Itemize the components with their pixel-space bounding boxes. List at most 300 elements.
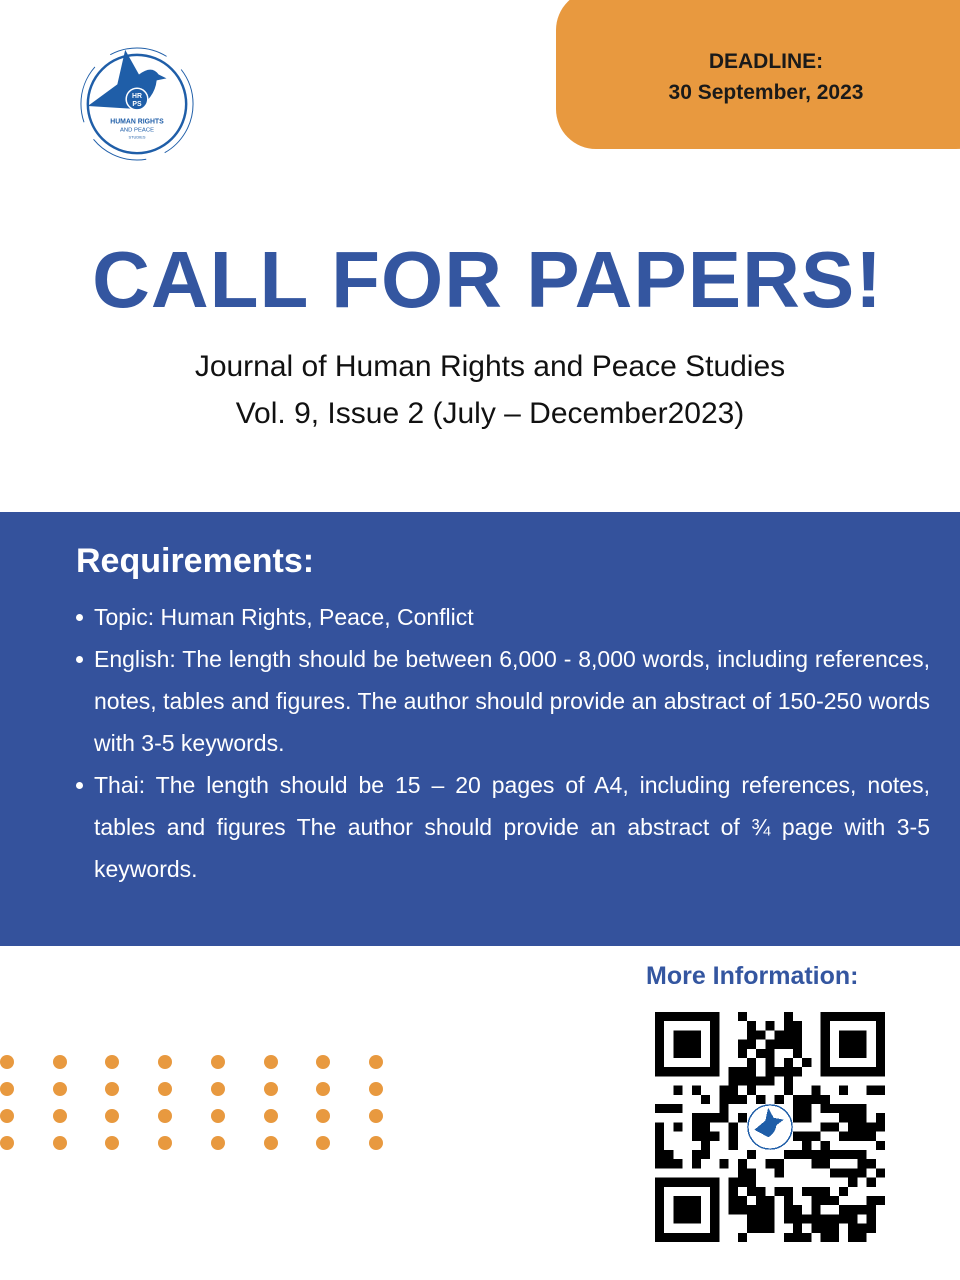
qr-module: [848, 1205, 857, 1214]
qr-module: [756, 1224, 765, 1233]
qr-module: [830, 1224, 839, 1233]
qr-module: [710, 1233, 719, 1242]
qr-module: [756, 1095, 765, 1104]
qr-module: [793, 1205, 802, 1214]
svg-text:HR: HR: [132, 93, 142, 101]
qr-module: [839, 1049, 848, 1058]
qr-module: [729, 1141, 738, 1150]
qr-module: [664, 1104, 673, 1113]
dot: [0, 1109, 14, 1123]
qr-module: [775, 1067, 784, 1076]
qr-module: [793, 1049, 802, 1058]
qr-module: [692, 1132, 701, 1141]
qr-module: [765, 1224, 774, 1233]
qr-module: [719, 1159, 728, 1168]
qr-module: [729, 1122, 738, 1131]
qr-module: [719, 1095, 728, 1104]
qr-module: [839, 1168, 848, 1177]
qr-module: [867, 1086, 876, 1095]
dot: [316, 1082, 330, 1096]
qr-module: [839, 1187, 848, 1196]
qr-module: [701, 1067, 710, 1076]
qr-module: [775, 1168, 784, 1177]
qr-module: [738, 1113, 747, 1122]
qr-module: [848, 1040, 857, 1049]
dot: [369, 1082, 383, 1096]
qr-module: [793, 1021, 802, 1030]
qr-module: [747, 1224, 756, 1233]
qr-module: [857, 1159, 866, 1168]
qr-module: [701, 1233, 710, 1242]
qr-module: [719, 1086, 728, 1095]
qr-module: [876, 1067, 885, 1076]
qr-module: [830, 1104, 839, 1113]
qr-module: [710, 1049, 719, 1058]
qr-module: [802, 1095, 811, 1104]
qr-module: [683, 1196, 692, 1205]
dot: [0, 1055, 14, 1069]
qr-module: [857, 1224, 866, 1233]
qr-module: [802, 1113, 811, 1122]
qr-module: [848, 1122, 857, 1131]
qr-module: [673, 1049, 682, 1058]
qr-module: [839, 1086, 848, 1095]
qr-module: [821, 1040, 830, 1049]
qr-module: [793, 1113, 802, 1122]
svg-text:PS: PS: [132, 100, 142, 108]
qr-module: [821, 1187, 830, 1196]
qr-module: [747, 1178, 756, 1187]
qr-module: [655, 1122, 664, 1131]
qr-module: [729, 1067, 738, 1076]
qr-module: [821, 1067, 830, 1076]
qr-module: [738, 1168, 747, 1177]
qr-module: [655, 1058, 664, 1067]
qr-module: [848, 1214, 857, 1223]
qr-module: [692, 1214, 701, 1223]
qr-module: [673, 1233, 682, 1242]
qr-module: [664, 1233, 673, 1242]
qr-module: [765, 1196, 774, 1205]
issue-info: Vol. 9, Issue 2 (July – December2023): [235, 397, 745, 430]
qr-module: [802, 1150, 811, 1159]
qr-module: [729, 1196, 738, 1205]
qr-module: [692, 1122, 701, 1131]
qr-module: [756, 1196, 765, 1205]
qr-module: [692, 1030, 701, 1039]
qr-module: [738, 1095, 747, 1104]
qr-module: [673, 1040, 682, 1049]
qr-module: [839, 1067, 848, 1076]
qr-module: [655, 1224, 664, 1233]
qr-module: [876, 1141, 885, 1150]
qr-module: [692, 1178, 701, 1187]
qr-module: [802, 1214, 811, 1223]
qr-module: [729, 1076, 738, 1085]
qr-module: [738, 1076, 747, 1085]
qr-module: [857, 1233, 866, 1242]
qr-module: [756, 1205, 765, 1214]
qr-module: [765, 1021, 774, 1030]
qr-module: [765, 1040, 774, 1049]
qr-module: [747, 1030, 756, 1039]
qr-module: [811, 1150, 820, 1159]
qr-module: [738, 1040, 747, 1049]
journal-name: Journal of Human Rights and Peace Studies: [194, 350, 786, 383]
qr-module: [811, 1214, 820, 1223]
qr-module: [876, 1040, 885, 1049]
qr-module: [683, 1233, 692, 1242]
journal-logo: [78, 45, 196, 163]
qr-module: [867, 1196, 876, 1205]
qr-module: [876, 1049, 885, 1058]
qr-module: [848, 1030, 857, 1039]
qr-module: [738, 1049, 747, 1058]
dot: [158, 1055, 172, 1069]
qr-module: [664, 1178, 673, 1187]
qr-module: [673, 1178, 682, 1187]
deadline-label: DEADLINE:: [708, 50, 824, 73]
qr-module: [867, 1214, 876, 1223]
qr-module: [848, 1150, 857, 1159]
qr-module: [710, 1224, 719, 1233]
qr-module: [701, 1141, 710, 1150]
qr-module: [710, 1132, 719, 1141]
qr-module: [839, 1030, 848, 1039]
qr-module: [857, 1150, 866, 1159]
qr-module: [876, 1030, 885, 1039]
qr-module: [710, 1113, 719, 1122]
qr-module: [802, 1187, 811, 1196]
qr-module: [655, 1205, 664, 1214]
qr-module: [857, 1040, 866, 1049]
qr-module: [821, 1095, 830, 1104]
dot: [53, 1055, 67, 1069]
qr-module: [692, 1113, 701, 1122]
dot: [264, 1136, 278, 1150]
dot: [105, 1136, 119, 1150]
dot: [316, 1055, 330, 1069]
qr-module: [848, 1104, 857, 1113]
qr-module: [692, 1086, 701, 1095]
qr-module: [655, 1141, 664, 1150]
svg-text:STUDIES: STUDIES: [128, 134, 146, 140]
qr-module: [857, 1030, 866, 1039]
dot: [53, 1109, 67, 1123]
requirements-heading: Requirements:: [76, 542, 315, 580]
dot: [211, 1055, 225, 1069]
qr-module: [738, 1205, 747, 1214]
qr-module: [765, 1067, 774, 1076]
requirements-section: [0, 512, 960, 946]
qr-module: [692, 1233, 701, 1242]
qr-module: [839, 1040, 848, 1049]
svg-text:HUMAN RIGHTS: HUMAN RIGHTS: [110, 118, 164, 126]
qr-module: [857, 1012, 866, 1021]
qr-module: [747, 1040, 756, 1049]
qr-module: [673, 1030, 682, 1039]
qr-module: [784, 1233, 793, 1242]
qr-module: [775, 1159, 784, 1168]
qr-module: [784, 1040, 793, 1049]
qr-module: [793, 1233, 802, 1242]
qr-module: [710, 1021, 719, 1030]
qr-module: [655, 1030, 664, 1039]
qr-module: [802, 1104, 811, 1113]
qr-module: [775, 1040, 784, 1049]
dot: [211, 1109, 225, 1123]
qr-module: [839, 1205, 848, 1214]
qr-module: [738, 1012, 747, 1021]
qr-module: [848, 1012, 857, 1021]
qr-module: [747, 1058, 756, 1067]
qr-module: [683, 1205, 692, 1214]
qr-module: [719, 1104, 728, 1113]
qr-module: [793, 1030, 802, 1039]
qr-module: [673, 1205, 682, 1214]
list-item: Thai: The length should be 15 – 20 pages of A4, including references, notes, tables and figures The author should provide an abstract of ¾ page with 3-5 keywords.: [76, 764, 930, 890]
qr-module: [876, 1086, 885, 1095]
qr-module: [811, 1187, 820, 1196]
qr-module: [756, 1214, 765, 1223]
qr-module: [765, 1159, 774, 1168]
dot: [264, 1109, 278, 1123]
qr-module: [673, 1159, 682, 1168]
qr-module: [683, 1012, 692, 1021]
qr-module: [821, 1224, 830, 1233]
qr-module: [710, 1178, 719, 1187]
qr-module: [784, 1067, 793, 1076]
qr-module: [655, 1233, 664, 1242]
qr-module: [655, 1132, 664, 1141]
qr-module: [756, 1049, 765, 1058]
qr-module: [793, 1067, 802, 1076]
list-item: Topic: Human Rights, Peace, Conflict: [76, 596, 930, 638]
qr-module: [876, 1058, 885, 1067]
qr-module: [784, 1187, 793, 1196]
qr-module: [738, 1233, 747, 1242]
qr-module: [710, 1030, 719, 1039]
qr-module: [839, 1132, 848, 1141]
qr-module: [747, 1205, 756, 1214]
dot: [105, 1055, 119, 1069]
qr-module: [747, 1067, 756, 1076]
qr-module: [692, 1067, 701, 1076]
qr-module: [655, 1040, 664, 1049]
qr-module: [655, 1187, 664, 1196]
qr-module: [821, 1150, 830, 1159]
qr-module: [811, 1086, 820, 1095]
qr-module: [738, 1178, 747, 1187]
qr-module: [664, 1150, 673, 1159]
qr-module: [683, 1067, 692, 1076]
requirements-list: [76, 596, 930, 890]
qr-module: [765, 1049, 774, 1058]
qr-module: [811, 1095, 820, 1104]
qr-module: [710, 1040, 719, 1049]
qr-module: [710, 1012, 719, 1021]
qr-module: [775, 1187, 784, 1196]
qr-module: [747, 1086, 756, 1095]
qr-module: [811, 1224, 820, 1233]
qr-module: [673, 1086, 682, 1095]
qr-module: [811, 1196, 820, 1205]
qr-code[interactable]: [655, 1012, 885, 1242]
qr-module: [848, 1132, 857, 1141]
qr-module: [701, 1178, 710, 1187]
qr-module: [839, 1012, 848, 1021]
dot: [369, 1055, 383, 1069]
qr-module: [784, 1030, 793, 1039]
qr-module: [867, 1159, 876, 1168]
qr-module: [710, 1205, 719, 1214]
qr-module: [747, 1187, 756, 1196]
qr-module: [793, 1132, 802, 1141]
qr-module: [793, 1224, 802, 1233]
qr-module: [839, 1104, 848, 1113]
qr-module: [876, 1113, 885, 1122]
qr-module: [683, 1178, 692, 1187]
qr-module: [747, 1021, 756, 1030]
qr-module: [848, 1178, 857, 1187]
qr-module: [821, 1049, 830, 1058]
qr-module: [692, 1150, 701, 1159]
more-info-label: More Information:: [646, 962, 859, 990]
dot: [0, 1136, 14, 1150]
qr-module: [876, 1196, 885, 1205]
qr-module: [821, 1159, 830, 1168]
qr-module: [729, 1187, 738, 1196]
qr-module: [830, 1168, 839, 1177]
dot: [53, 1082, 67, 1096]
qr-module: [710, 1067, 719, 1076]
qr-module: [793, 1095, 802, 1104]
dot: [211, 1082, 225, 1096]
qr-module: [738, 1159, 747, 1168]
qr-module: [692, 1159, 701, 1168]
qr-module: [830, 1233, 839, 1242]
qr-module: [655, 1159, 664, 1168]
qr-module: [784, 1150, 793, 1159]
qr-module: [811, 1132, 820, 1141]
qr-module: [673, 1104, 682, 1113]
qr-module: [867, 1067, 876, 1076]
qr-module: [821, 1104, 830, 1113]
deadline-badge: [556, 0, 960, 149]
qr-module: [664, 1067, 673, 1076]
qr-module: [673, 1196, 682, 1205]
qr-module: [821, 1021, 830, 1030]
qr-module: [784, 1012, 793, 1021]
qr-module: [821, 1141, 830, 1150]
dot: [53, 1136, 67, 1150]
qr-module: [821, 1122, 830, 1131]
qr-module: [729, 1178, 738, 1187]
qr-module: [747, 1168, 756, 1177]
qr-module: [876, 1168, 885, 1177]
qr-module: [673, 1067, 682, 1076]
qr-module: [692, 1196, 701, 1205]
qr-module: [784, 1086, 793, 1095]
dot: [369, 1136, 383, 1150]
qr-module: [664, 1012, 673, 1021]
qr-module: [692, 1205, 701, 1214]
qr-module: [830, 1214, 839, 1223]
qr-module: [701, 1150, 710, 1159]
qr-module: [811, 1159, 820, 1168]
qr-module: [830, 1012, 839, 1021]
qr-module: [848, 1168, 857, 1177]
qr-module: [655, 1196, 664, 1205]
qr-module: [775, 1095, 784, 1104]
qr-module: [655, 1021, 664, 1030]
qr-module: [802, 1132, 811, 1141]
qr-module: [839, 1150, 848, 1159]
qr-module: [673, 1122, 682, 1131]
qr-module: [830, 1067, 839, 1076]
qr-module: [821, 1233, 830, 1242]
qr-module: [765, 1205, 774, 1214]
qr-module: [683, 1049, 692, 1058]
qr-module: [857, 1122, 866, 1131]
dot: [0, 1082, 14, 1096]
qr-module: [673, 1214, 682, 1223]
qr-module: [784, 1214, 793, 1223]
qr-module: [692, 1012, 701, 1021]
qr-module: [655, 1214, 664, 1223]
deadline-date: 30 September, 2023: [668, 81, 864, 104]
qr-module: [848, 1113, 857, 1122]
qr-module: [867, 1178, 876, 1187]
qr-module: [857, 1104, 866, 1113]
qr-module: [710, 1196, 719, 1205]
qr-module: [765, 1058, 774, 1067]
qr-module: [655, 1067, 664, 1076]
dot: [105, 1109, 119, 1123]
qr-module: [848, 1067, 857, 1076]
qr-module: [729, 1205, 738, 1214]
qr-module: [664, 1159, 673, 1168]
dot: [158, 1109, 172, 1123]
qr-module: [857, 1168, 866, 1177]
qr-module: [683, 1030, 692, 1039]
qr-module: [793, 1104, 802, 1113]
qr-module: [738, 1067, 747, 1076]
qr-module: [867, 1122, 876, 1131]
qr-module: [784, 1058, 793, 1067]
qr-module: [793, 1040, 802, 1049]
qr-module: [683, 1214, 692, 1223]
qr-module: [756, 1030, 765, 1039]
qr-module: [857, 1113, 866, 1122]
qr-module: [821, 1058, 830, 1067]
dot: [211, 1136, 225, 1150]
qr-module: [655, 1104, 664, 1113]
qr-module: [802, 1233, 811, 1242]
qr-module: [710, 1214, 719, 1223]
qr-module: [867, 1205, 876, 1214]
qr-module: [692, 1049, 701, 1058]
qr-module: [701, 1012, 710, 1021]
qr-module: [867, 1224, 876, 1233]
qr-module: [848, 1224, 857, 1233]
qr-module: [784, 1021, 793, 1030]
qr-module: [729, 1086, 738, 1095]
qr-module: [655, 1049, 664, 1058]
qr-module: [701, 1132, 710, 1141]
qr-module: [756, 1187, 765, 1196]
dot: [158, 1082, 172, 1096]
